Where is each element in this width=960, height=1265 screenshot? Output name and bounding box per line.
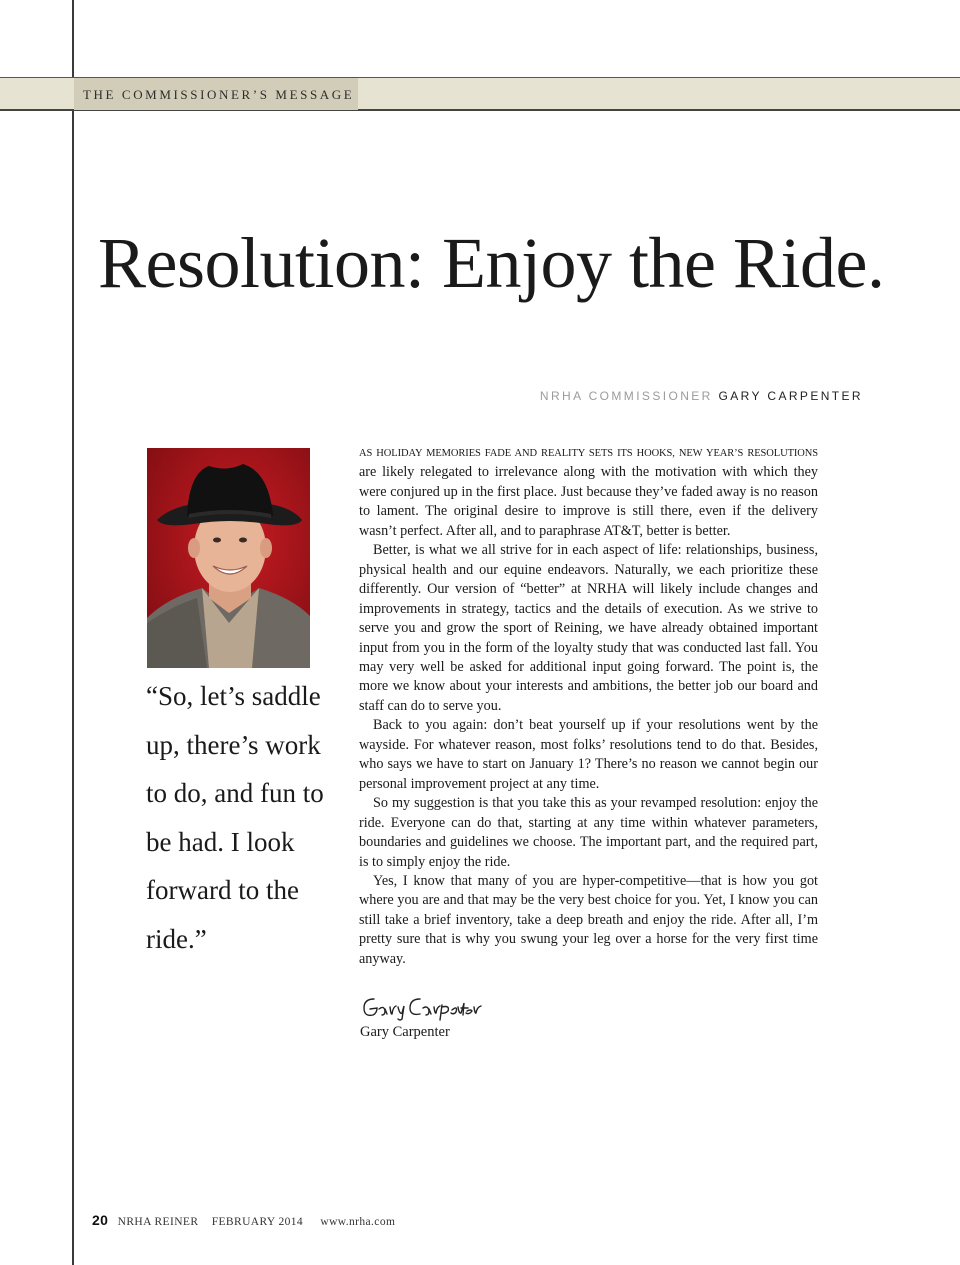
paragraph-2: Better, is what we all strive for in each aspect of life: relationships, business, physical health and our equine endeavors. Naturally, we each prioritize these differently. Our version of “better” at NRHA will likely include changes and improvements in strategy, tactics and the details of execution. As we strive to serve you and grow the sport of Reining, we have already obtained important input from you in the form of the loyalty study that was conducted last fall. You may very well be asked for additional input going forward. The point is, the more we know about your interests and ambitions, the better job our board and staff can do to serve you. [359,542,818,714]
section-label: THE COMMISSIONER’S MESSAGE [74,78,358,110]
pull-quote: “So, let’s saddle up, there’s work to do, and fun to be had. I look forward to the ride.” [146,681,324,954]
signature-image [360,993,500,1021]
section-header-band [0,77,960,111]
issue-date: FEBRUARY 2014 [211,1216,304,1228]
paragraph-5: Yes, I know that many of you are hyper-competitive—that is how you got where you are and that may be the very best choice for you. Yet, I know you can still take a brief inventory, take a deep breath and enjoy the ride. After all, I’m pretty sure that is why you swung your leg over a horse for the very first time anyway. [359,872,818,967]
page-number: 20 [92,1212,109,1228]
article-title: Resolution: Enjoy the Ride. [98,223,885,303]
byline-prefix: NRHA COMMISSIONER [539,389,713,403]
byline-name: GARY CARPENTER [718,389,863,403]
lead-in: AS HOLIDAY MEMORIES FADE AND REALITY SETS ITS HOOKS, NEW YEAR’S RESOLUTIONS [359,448,818,459]
author-portrait-image [147,448,310,668]
byline [540,389,863,403]
paragraph-1-text: are likely relegated to irrelevance along with the motivation with which they were conjured up in the first place. Just because they’ve faded away is no reason to lament. The original desire to improve is still there, even if the delivery wasn’t perfect. After all, and to paraphrase AT&T, better is better. [359,464,818,539]
website-link[interactable]: www.nrha.com [320,1216,396,1228]
article-body [359,443,818,969]
publication-name: NRHA REINER [117,1216,199,1228]
paragraph-1 [359,443,818,541]
author-photo [147,448,310,668]
author-name: Gary Carpenter [360,1024,450,1040]
paragraph-3: Back to you again: don’t beat yourself up if your resolutions went by the wayside. For whatever reason, most folks’ resolutions tend to do that. Besides, who says we have to start on January 1? There’s no reason we cannot begin our personal improvement project at any time. [359,717,818,792]
handwritten-signature [360,993,500,1021]
paragraph-4: So my suggestion is that you take this as your revamped resolution: enjoy the ride. Everyone can do that, starting at any time within whatever parameters, boundaries and guidelines we choose. The important part, and the required part, is to simply enjoy the ride. [359,795,818,870]
page-footer [92,1212,395,1228]
margin-rule [72,0,74,1265]
